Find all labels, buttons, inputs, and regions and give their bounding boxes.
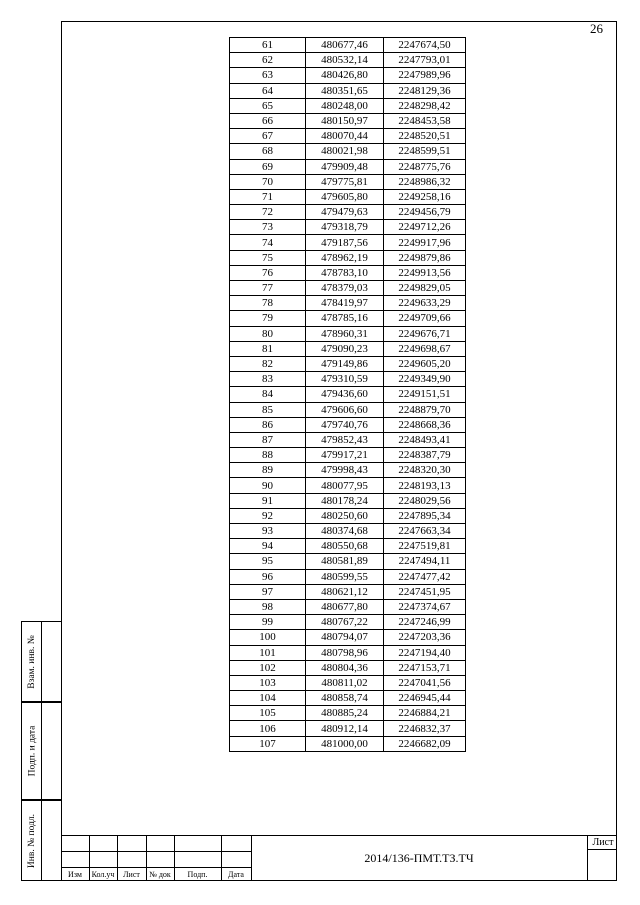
point-number-cell: 70 <box>230 174 306 189</box>
y-coordinate-cell: 2248193,13 <box>384 478 466 493</box>
x-coordinate-cell: 481000,00 <box>306 736 384 751</box>
point-number-cell: 71 <box>230 189 306 204</box>
coordinates-table-body <box>230 38 466 752</box>
table-row <box>230 159 466 174</box>
table-row <box>230 113 466 128</box>
side-cell-inv <box>21 800 61 881</box>
x-coordinate-cell: 479917,21 <box>306 448 384 463</box>
y-coordinate-cell: 2249349,90 <box>384 372 466 387</box>
y-coordinate-cell: 2247663,34 <box>384 524 466 539</box>
point-number-cell: 73 <box>230 220 306 235</box>
table-row <box>230 508 466 523</box>
table-row <box>230 539 466 554</box>
y-coordinate-cell: 2249605,20 <box>384 356 466 371</box>
x-coordinate-cell: 480858,74 <box>306 691 384 706</box>
table-row <box>230 174 466 189</box>
point-number-cell: 62 <box>230 53 306 68</box>
y-coordinate-cell: 2249879,86 <box>384 250 466 265</box>
point-number-cell: 99 <box>230 615 306 630</box>
point-number-cell: 106 <box>230 721 306 736</box>
table-row <box>230 53 466 68</box>
side-label-inv-podl: Инв. № подл. <box>27 813 38 868</box>
table-row <box>230 554 466 569</box>
y-coordinate-cell: 2247494,11 <box>384 554 466 569</box>
x-coordinate-cell: 479090,23 <box>306 341 384 356</box>
page-number: 26 <box>590 21 603 36</box>
y-coordinate-cell: 2246682,09 <box>384 736 466 751</box>
x-coordinate-cell: 479909,48 <box>306 159 384 174</box>
x-coordinate-cell: 479149,86 <box>306 356 384 371</box>
side-label-vzam: Взам. инв. № <box>27 634 38 689</box>
x-coordinate-cell: 480351,65 <box>306 83 384 98</box>
x-coordinate-cell: 479310,59 <box>306 372 384 387</box>
x-coordinate-cell: 480550,68 <box>306 539 384 554</box>
point-number-cell: 83 <box>230 372 306 387</box>
y-coordinate-cell: 2249633,29 <box>384 296 466 311</box>
table-row <box>230 189 466 204</box>
point-number-cell: 67 <box>230 129 306 144</box>
table-row <box>230 296 466 311</box>
y-coordinate-cell: 2249676,71 <box>384 326 466 341</box>
y-coordinate-cell: 2248879,70 <box>384 402 466 417</box>
y-coordinate-cell: 2247895,34 <box>384 508 466 523</box>
header-izm: Изм <box>68 870 82 879</box>
point-number-cell: 89 <box>230 463 306 478</box>
point-number-cell: 66 <box>230 113 306 128</box>
point-number-cell: 82 <box>230 356 306 371</box>
point-number-cell: 81 <box>230 341 306 356</box>
x-coordinate-cell: 480021,98 <box>306 144 384 159</box>
point-number-cell: 68 <box>230 144 306 159</box>
x-coordinate-cell: 480912,14 <box>306 721 384 736</box>
point-number-cell: 76 <box>230 265 306 280</box>
table-row <box>230 144 466 159</box>
point-number-cell: 103 <box>230 675 306 690</box>
point-number-cell: 77 <box>230 281 306 296</box>
x-coordinate-cell: 479479,63 <box>306 205 384 220</box>
point-number-cell: 107 <box>230 736 306 751</box>
point-number-cell: 88 <box>230 448 306 463</box>
point-number-cell: 97 <box>230 584 306 599</box>
point-number-cell: 63 <box>230 68 306 83</box>
point-number-cell: 104 <box>230 691 306 706</box>
x-coordinate-cell: 478783,10 <box>306 265 384 280</box>
y-coordinate-cell: 2246832,37 <box>384 721 466 736</box>
table-row <box>230 220 466 235</box>
point-number-cell: 91 <box>230 493 306 508</box>
header-list: Лист <box>123 870 140 879</box>
x-coordinate-cell: 479187,56 <box>306 235 384 250</box>
x-coordinate-cell: 480150,97 <box>306 113 384 128</box>
sheet-label: Лист <box>592 837 614 848</box>
table-row <box>230 736 466 751</box>
x-coordinate-cell: 479606,60 <box>306 402 384 417</box>
table-row <box>230 326 466 341</box>
table-row <box>230 250 466 265</box>
x-coordinate-cell: 480532,14 <box>306 53 384 68</box>
table-row <box>230 691 466 706</box>
y-coordinate-cell: 2249709,66 <box>384 311 466 326</box>
table-row <box>230 432 466 447</box>
point-number-cell: 75 <box>230 250 306 265</box>
point-number-cell: 74 <box>230 235 306 250</box>
table-row <box>230 356 466 371</box>
x-coordinate-cell: 478379,03 <box>306 281 384 296</box>
table-row <box>230 402 466 417</box>
table-row <box>230 387 466 402</box>
point-number-cell: 69 <box>230 159 306 174</box>
point-number-cell: 96 <box>230 569 306 584</box>
table-row <box>230 569 466 584</box>
point-number-cell: 64 <box>230 83 306 98</box>
y-coordinate-cell: 2248029,56 <box>384 493 466 508</box>
table-row <box>230 706 466 721</box>
x-coordinate-cell: 479605,80 <box>306 189 384 204</box>
table-row <box>230 98 466 113</box>
x-coordinate-cell: 480250,60 <box>306 508 384 523</box>
x-coordinate-cell: 480077,95 <box>306 478 384 493</box>
x-coordinate-cell: 480811,02 <box>306 675 384 690</box>
x-coordinate-cell: 480581,89 <box>306 554 384 569</box>
x-coordinate-cell: 480804,36 <box>306 660 384 675</box>
y-coordinate-cell: 2248129,36 <box>384 83 466 98</box>
x-coordinate-cell: 480178,24 <box>306 493 384 508</box>
side-cell-vzam <box>21 621 61 702</box>
y-coordinate-cell: 2248320,30 <box>384 463 466 478</box>
point-number-cell: 86 <box>230 417 306 432</box>
point-number-cell: 100 <box>230 630 306 645</box>
y-coordinate-cell: 2248298,42 <box>384 98 466 113</box>
y-coordinate-cell: 2249829,05 <box>384 281 466 296</box>
title-block <box>61 835 617 881</box>
table-row <box>230 311 466 326</box>
header-podp: Подп. <box>187 870 208 879</box>
point-number-cell: 93 <box>230 524 306 539</box>
y-coordinate-cell: 2249151,51 <box>384 387 466 402</box>
y-coordinate-cell: 2249258,16 <box>384 189 466 204</box>
y-coordinate-cell: 2248387,79 <box>384 448 466 463</box>
y-coordinate-cell: 2247194,40 <box>384 645 466 660</box>
table-row <box>230 448 466 463</box>
point-number-cell: 84 <box>230 387 306 402</box>
y-coordinate-cell: 2247041,56 <box>384 675 466 690</box>
table-row <box>230 417 466 432</box>
table-row <box>230 615 466 630</box>
y-coordinate-cell: 2247793,01 <box>384 53 466 68</box>
y-coordinate-cell: 2247203,36 <box>384 630 466 645</box>
y-coordinate-cell: 2247451,95 <box>384 584 466 599</box>
y-coordinate-cell: 2249456,79 <box>384 205 466 220</box>
x-coordinate-cell: 479318,79 <box>306 220 384 235</box>
point-number-cell: 105 <box>230 706 306 721</box>
document-code: 2014/136-ПМТ.ТЗ.ТЧ <box>364 850 474 865</box>
y-coordinate-cell: 2249712,26 <box>384 220 466 235</box>
x-coordinate-cell: 480885,24 <box>306 706 384 721</box>
x-coordinate-cell: 480599,55 <box>306 569 384 584</box>
x-coordinate-cell: 480374,68 <box>306 524 384 539</box>
table-row <box>230 38 466 53</box>
table-row <box>230 83 466 98</box>
header-n-dok: № док <box>149 870 171 879</box>
x-coordinate-cell: 480767,22 <box>306 615 384 630</box>
y-coordinate-cell: 2249698,67 <box>384 341 466 356</box>
x-coordinate-cell: 478962,19 <box>306 250 384 265</box>
x-coordinate-cell: 480677,46 <box>306 38 384 53</box>
point-number-cell: 101 <box>230 645 306 660</box>
y-coordinate-cell: 2248599,51 <box>384 144 466 159</box>
y-coordinate-cell: 2248453,58 <box>384 113 466 128</box>
table-row <box>230 630 466 645</box>
x-coordinate-cell: 479740,76 <box>306 417 384 432</box>
y-coordinate-cell: 2247674,50 <box>384 38 466 53</box>
point-number-cell: 61 <box>230 38 306 53</box>
y-coordinate-cell: 2248668,36 <box>384 417 466 432</box>
table-row <box>230 721 466 736</box>
table-row <box>230 205 466 220</box>
point-number-cell: 79 <box>230 311 306 326</box>
table-row <box>230 478 466 493</box>
x-coordinate-cell: 480794,07 <box>306 630 384 645</box>
point-number-cell: 95 <box>230 554 306 569</box>
point-number-cell: 102 <box>230 660 306 675</box>
y-coordinate-cell: 2246945,44 <box>384 691 466 706</box>
table-row <box>230 281 466 296</box>
point-number-cell: 78 <box>230 296 306 311</box>
table-row <box>230 463 466 478</box>
x-coordinate-cell: 478419,97 <box>306 296 384 311</box>
y-coordinate-cell: 2247989,96 <box>384 68 466 83</box>
table-row <box>230 341 466 356</box>
point-number-cell: 92 <box>230 508 306 523</box>
point-number-cell: 85 <box>230 402 306 417</box>
y-coordinate-cell: 2249917,96 <box>384 235 466 250</box>
y-coordinate-cell: 2247374,67 <box>384 599 466 614</box>
x-coordinate-cell: 479775,81 <box>306 174 384 189</box>
y-coordinate-cell: 2248520,51 <box>384 129 466 144</box>
side-label-podp-data: Подп. и дата <box>27 725 38 777</box>
table-row <box>230 265 466 280</box>
side-cell-podp <box>21 702 61 800</box>
point-number-cell: 80 <box>230 326 306 341</box>
table-row <box>230 372 466 387</box>
x-coordinate-cell: 480621,12 <box>306 584 384 599</box>
point-number-cell: 94 <box>230 539 306 554</box>
table-row <box>230 129 466 144</box>
x-coordinate-cell: 479998,43 <box>306 463 384 478</box>
y-coordinate-cell: 2247477,42 <box>384 569 466 584</box>
point-number-cell: 65 <box>230 98 306 113</box>
y-coordinate-cell: 2248775,76 <box>384 159 466 174</box>
x-coordinate-cell: 480677,80 <box>306 599 384 614</box>
table-row <box>230 675 466 690</box>
table-row <box>230 660 466 675</box>
side-stamp <box>21 621 61 881</box>
x-coordinate-cell: 480426,80 <box>306 68 384 83</box>
coordinates-table <box>229 37 466 752</box>
header-data: Дата <box>228 870 244 879</box>
x-coordinate-cell: 480798,96 <box>306 645 384 660</box>
x-coordinate-cell: 479436,60 <box>306 387 384 402</box>
point-number-cell: 87 <box>230 432 306 447</box>
y-coordinate-cell: 2248493,41 <box>384 432 466 447</box>
y-coordinate-cell: 2247246,99 <box>384 615 466 630</box>
table-row <box>230 645 466 660</box>
x-coordinate-cell: 480070,44 <box>306 129 384 144</box>
x-coordinate-cell: 479852,43 <box>306 432 384 447</box>
x-coordinate-cell: 478960,31 <box>306 326 384 341</box>
x-coordinate-cell: 478785,16 <box>306 311 384 326</box>
point-number-cell: 98 <box>230 599 306 614</box>
x-coordinate-cell: 480248,00 <box>306 98 384 113</box>
y-coordinate-cell: 2247519,81 <box>384 539 466 554</box>
table-row <box>230 524 466 539</box>
table-row <box>230 68 466 83</box>
y-coordinate-cell: 2249913,56 <box>384 265 466 280</box>
table-row <box>230 584 466 599</box>
point-number-cell: 90 <box>230 478 306 493</box>
table-row <box>230 235 466 250</box>
y-coordinate-cell: 2248986,32 <box>384 174 466 189</box>
table-row <box>230 493 466 508</box>
header-kol-uch: Кол.уч <box>91 870 115 879</box>
table-row <box>230 599 466 614</box>
point-number-cell: 72 <box>230 205 306 220</box>
y-coordinate-cell: 2247153,71 <box>384 660 466 675</box>
y-coordinate-cell: 2246884,21 <box>384 706 466 721</box>
